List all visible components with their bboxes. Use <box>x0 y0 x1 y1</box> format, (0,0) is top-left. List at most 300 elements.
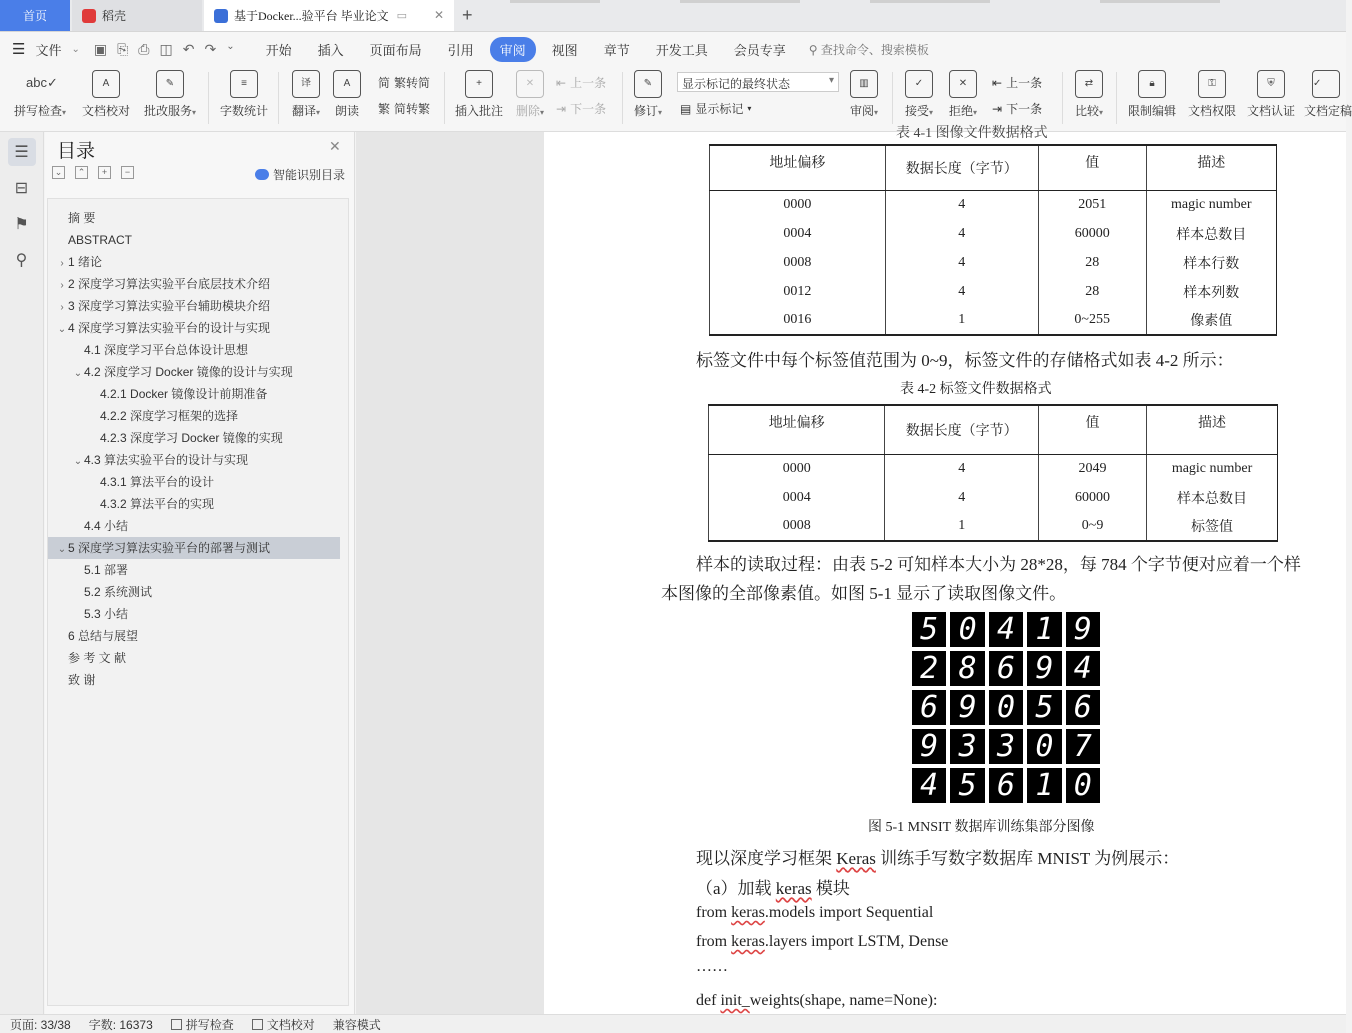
table-row <box>710 190 1277 219</box>
toc-item[interactable] <box>48 581 340 603</box>
code2-pre: from <box>696 933 732 950</box>
toc-item[interactable] <box>48 229 340 251</box>
mnist-digit: 4 <box>912 768 946 803</box>
doc-finalize-button[interactable] <box>1304 70 1352 119</box>
command-search-text: 查找命令、搜索模板 <box>820 42 929 57</box>
table-cell: 标签值 <box>1147 512 1278 541</box>
ribbon-separator <box>892 72 893 124</box>
table-row <box>710 306 1277 335</box>
toc-item-label: 4.2.3 深度学习 Docker 镜像的实现 <box>100 431 283 445</box>
reject-icon: ✕ <box>949 70 977 98</box>
toc-item[interactable] <box>48 295 340 317</box>
table-row <box>710 248 1277 277</box>
mnist-digit: 1 <box>1027 768 1061 803</box>
table-header-cell: 地址偏移 <box>710 145 886 190</box>
prev-change-label: 上一条 <box>1006 76 1043 90</box>
compare-button[interactable]: ⇄ 比较▾ <box>1070 70 1108 119</box>
ribbon-tab[interactable]: 会员专享 <box>733 42 786 58</box>
toc-item[interactable] <box>48 405 340 427</box>
file-menu[interactable]: 文件 <box>35 42 62 58</box>
toc-title: 目录 <box>57 141 96 162</box>
more-icon[interactable]: ⌄ <box>226 40 235 52</box>
menu-bar <box>0 32 1346 66</box>
delete-comment-icon: ✕ <box>516 70 544 98</box>
ribbon-separator <box>278 72 279 124</box>
ribbon-separator <box>444 72 445 124</box>
code2-post: .layers import LSTM, Dense <box>764 933 949 950</box>
table-header-row <box>709 405 1278 454</box>
mnist-digit: 6 <box>912 690 946 725</box>
figure-caption: 图 5-1 MNSIT 数据库训练集部分图像 <box>868 820 1095 835</box>
bookmark-icon[interactable]: ⚑ <box>14 216 29 233</box>
word-count-label: 字数统计 <box>219 104 268 118</box>
daoke-icon <box>82 9 96 23</box>
status-doc-check[interactable] <box>252 1016 315 1033</box>
table-row <box>710 219 1277 248</box>
table-cell: 4 <box>885 483 1039 512</box>
load-keras-pre: （a）加载 <box>696 879 776 898</box>
accept-icon: ✓ <box>905 70 933 98</box>
restrict-edit-label: 限制编辑 <box>1127 104 1176 118</box>
table-cell: 像素值 <box>1146 306 1276 335</box>
table-cell: 60000 <box>1039 483 1147 512</box>
mnist-digit: 4 <box>1066 651 1100 686</box>
simp-trad-icon: 繁 <box>378 102 391 116</box>
delete-comment-button[interactable]: ✕ 删除▾ <box>510 70 550 119</box>
trad-simp-icon: 简 <box>378 76 391 90</box>
toc-item-label: 4.2 深度学习 Docker 镜像的设计与实现 <box>84 365 293 379</box>
code-line-2 <box>696 933 948 951</box>
toc-item[interactable] <box>48 493 340 515</box>
table-cell: 0004 <box>709 483 885 512</box>
word-count-button[interactable] <box>218 70 270 119</box>
load-keras-post: 模块 <box>811 879 850 898</box>
label-format-table <box>708 404 1278 542</box>
toc-item[interactable] <box>48 603 340 625</box>
table-cell: 0000 <box>710 190 886 219</box>
simp-to-trad-button[interactable] <box>378 100 430 117</box>
table-cell: 28 <box>1038 248 1146 277</box>
table-row <box>710 277 1277 306</box>
table-cell: 样本行数 <box>1146 248 1276 277</box>
tab-divider <box>680 0 800 3</box>
command-search[interactable] <box>809 41 929 58</box>
toc-item-label: 致 谢 <box>68 673 96 687</box>
status-spell-label: 拼写检查 <box>185 1017 234 1032</box>
close-tab-icon[interactable]: ✕ <box>433 8 444 22</box>
toc-item-label: 4.2.2 深度学习框架的选择 <box>100 409 239 423</box>
search-icon[interactable]: ⚲ <box>15 252 28 269</box>
ribbon-tab[interactable]: 审阅 <box>490 37 536 62</box>
mnist-digit: 7 <box>1066 729 1100 764</box>
table-row <box>709 454 1278 483</box>
code1-pre: from <box>696 904 732 921</box>
toc-item[interactable] <box>48 317 340 339</box>
word-count-icon: ≡ <box>230 70 258 98</box>
review-ribbon <box>0 66 1352 132</box>
toc-item-label: 4.2.1 Docker 镜像设计前期准备 <box>100 387 268 401</box>
tab-divider <box>510 0 600 3</box>
chevron-icon[interactable]: › <box>60 302 64 313</box>
chevron-icon[interactable]: › <box>60 258 64 269</box>
batch-service-label: 批改服务 <box>143 104 192 118</box>
doc-check-label: 文档校对 <box>81 104 130 118</box>
accept-label: 接受 <box>904 104 929 118</box>
toc-item[interactable] <box>48 647 340 669</box>
table-header-row <box>710 145 1277 190</box>
code-line-3 <box>696 992 937 1010</box>
batch-service-button[interactable]: ✎ 批改服务▾ <box>140 70 200 119</box>
spell-check-label: 拼写检查 <box>13 104 62 118</box>
chevron-icon[interactable]: ⌄ <box>73 456 83 467</box>
ribbon-separator <box>208 72 209 124</box>
chevron-down-icon[interactable]: ⌄ <box>71 43 80 55</box>
toc-item[interactable] <box>48 669 340 691</box>
mnist-digit: 2 <box>912 651 946 686</box>
toc-item[interactable] <box>48 625 340 647</box>
trad-to-simp-label: 繁转简 <box>394 76 431 90</box>
table-cell: 4 <box>885 248 1038 277</box>
review-pane-label: 审阅 <box>849 104 874 118</box>
screen-icon[interactable]: ▭ <box>396 10 408 22</box>
toc-item-label: 2 深度学习算法实验平台底层技术介绍 <box>68 277 271 291</box>
toc-toolbar <box>52 166 134 179</box>
read-aloud-icon: A <box>333 70 361 98</box>
next-comment-button[interactable] <box>556 100 606 117</box>
insert-comment-button[interactable] <box>452 70 506 119</box>
toc-item[interactable] <box>48 251 340 273</box>
table-cell: 4 <box>885 454 1039 483</box>
trad-to-simp-button[interactable] <box>378 74 430 91</box>
doc-check-icon <box>252 1019 263 1030</box>
mnist-digit: 0 <box>1027 729 1061 764</box>
word-count[interactable]: 字数: 16373 <box>88 1017 153 1032</box>
table-cell: 0012 <box>710 277 886 306</box>
toc-item-label: 1 绪论 <box>68 255 103 269</box>
table-cell: 4 <box>885 277 1038 306</box>
keras-word: keras <box>731 904 765 921</box>
revise-button[interactable]: ✎ 修订▾ <box>630 70 666 119</box>
tab-document[interactable] <box>204 0 454 31</box>
doc-permission-label: 文档权限 <box>1187 104 1236 118</box>
mnist-digit: 6 <box>989 768 1023 803</box>
mnist-digit: 3 <box>989 729 1023 764</box>
table-cell: magic number <box>1146 190 1276 219</box>
toc-item[interactable] <box>48 273 340 295</box>
code-line-1 <box>696 904 933 922</box>
insert-comment-icon: + <box>465 70 493 98</box>
table-cell: 0000 <box>709 454 885 483</box>
toc-panel <box>45 132 355 1014</box>
reject-button[interactable]: ✕ 拒绝▾ <box>944 70 982 119</box>
table-cell: 样本总数目 <box>1147 483 1278 512</box>
table-header-cell: 描述 <box>1146 145 1276 190</box>
keras-intro-post: 训练手写数字数据库 MNIST 为例展示： <box>875 849 1180 868</box>
table-cell: 0008 <box>710 248 886 277</box>
revise-label: 修订 <box>633 104 658 118</box>
add-heading-icon[interactable]: + <box>98 166 111 179</box>
prev-comment-label: 上一条 <box>570 76 607 90</box>
table-row <box>709 512 1278 541</box>
prev-change-icon: ⇤ <box>992 75 1003 90</box>
status-spell-check[interactable] <box>171 1016 234 1033</box>
redo-icon[interactable]: ↷ <box>204 40 217 57</box>
mnist-digit: 6 <box>1066 690 1100 725</box>
spell-check-icon: abc✓ <box>26 75 58 90</box>
mnist-figure <box>912 612 1100 803</box>
tab-divider <box>870 0 990 3</box>
show-markup-label: 显示标记 <box>695 102 744 116</box>
toc-item-label: 4.3 算法实验平台的设计与实现 <box>84 453 249 467</box>
toc-item[interactable] <box>48 471 340 493</box>
mnist-digit: 9 <box>1027 651 1061 686</box>
delete-comment-label: 删除 <box>515 104 540 118</box>
code1-post: .models import Sequential <box>764 904 934 921</box>
compat-mode: 兼容模式 <box>332 1017 381 1032</box>
ribbon-separator <box>1062 72 1063 124</box>
document-page <box>544 126 1346 1014</box>
chevron-icon[interactable]: ⌄ <box>73 368 83 379</box>
show-markup-button[interactable]: ▤ 显示标记 ▾ <box>680 101 752 116</box>
keras-intro-pre: 现以深度学习框架 <box>696 849 837 868</box>
markup-state-select[interactable]: 显示标记的最终状态 ▾ <box>677 72 839 92</box>
table-cell: 0~255 <box>1038 306 1146 335</box>
table-header-cell: 描述 <box>1147 405 1278 454</box>
table-cell: 4 <box>885 190 1038 219</box>
spell-check-icon <box>171 1019 182 1030</box>
doc-permission-button[interactable] <box>1184 70 1240 119</box>
mnist-digit: 5 <box>912 612 946 647</box>
doc-finalize-label: 文档定稿 <box>1304 104 1352 118</box>
toc-item-label: 3 深度学习算法实验平台辅助模块介绍 <box>68 299 271 313</box>
code3-post: weights(shape, name=None): <box>749 992 938 1009</box>
remove-heading-icon[interactable]: − <box>121 166 134 179</box>
keras-word: Keras <box>836 849 876 868</box>
chevron-icon[interactable]: ⌄ <box>57 324 67 335</box>
close-icon[interactable]: ✕ <box>329 138 341 154</box>
next-change-button[interactable] <box>992 100 1042 117</box>
toc-item-label: 6 总结与展望 <box>68 629 139 643</box>
doc-auth-label: 文档认证 <box>1246 104 1295 118</box>
table-cell: 0004 <box>710 219 886 248</box>
export-icon[interactable]: ⎘ <box>117 40 129 57</box>
ribbon-tabs <box>253 37 799 62</box>
search-icon: ⚲ <box>808 42 818 57</box>
ribbon-tab[interactable]: 视图 <box>551 42 578 58</box>
toc-list <box>47 198 349 1006</box>
toc-item[interactable] <box>48 427 340 449</box>
tab-daoke-label: 稻壳 <box>102 9 127 23</box>
table1-caption: 表 4-1 图像文件数据格式 <box>896 126 1048 141</box>
chevron-icon[interactable]: › <box>60 280 64 291</box>
table-header-cell: 数据长度（字节） <box>885 405 1039 454</box>
toc-item-label: 4.3.1 算法平台的设计 <box>100 475 215 489</box>
finalize-icon: ✓ <box>1312 70 1340 98</box>
smart-toc-button[interactable] <box>255 166 345 183</box>
toc-item-label: 5 深度学习算法实验平台的部署与测试 <box>68 541 271 555</box>
init-word: init_ <box>720 992 750 1009</box>
collapse-all-icon[interactable]: ⌃ <box>75 166 88 179</box>
permission-icon: ⚿ <box>1198 70 1226 98</box>
word-doc-icon <box>214 9 228 23</box>
prev-comment-button[interactable] <box>556 74 606 91</box>
ribbon-separator <box>622 72 623 124</box>
hamburger-icon[interactable]: ☰ <box>12 41 26 58</box>
read-aloud-button[interactable] <box>330 70 364 119</box>
insert-comment-label: 插入批注 <box>454 104 503 118</box>
image-format-table <box>709 144 1277 336</box>
page-indicator[interactable]: 页面: 33/38 <box>10 1017 71 1032</box>
table-cell: 0008 <box>709 512 885 541</box>
ribbon-tab[interactable]: 插入 <box>317 42 344 58</box>
translate-label: 翻译 <box>291 104 316 118</box>
mnist-digit: 5 <box>950 768 984 803</box>
toc-item[interactable] <box>48 207 340 229</box>
mnist-digit: 3 <box>950 729 984 764</box>
reject-label: 拒绝 <box>948 104 973 118</box>
toc-item[interactable] <box>48 361 340 383</box>
side-icon-strip <box>0 132 44 1014</box>
next-comment-icon: ⇥ <box>556 101 567 116</box>
toc-item[interactable] <box>48 449 340 471</box>
batch-service-icon: ✎ <box>156 70 184 98</box>
toc-item-label: 5.2 系统测试 <box>84 585 153 599</box>
mnist-digit: 6 <box>989 651 1023 686</box>
restrict-edit-button[interactable] <box>1124 70 1180 119</box>
toc-item[interactable] <box>48 537 340 559</box>
ribbon-tab[interactable]: 章节 <box>603 42 630 58</box>
ribbon-tab[interactable]: 开始 <box>265 42 292 58</box>
toc-item-label: 4.3.2 算法平台的实现 <box>100 497 215 511</box>
paragraph-label-range: 标签文件中每个标签值范围为 0~9，标签文件的存储格式如表 4-2 所示： <box>696 351 1234 370</box>
table-header-cell: 值 <box>1038 145 1146 190</box>
next-comment-label: 下一条 <box>570 102 607 116</box>
next-change-icon: ⇥ <box>992 101 1003 116</box>
compare-label: 比较 <box>1074 104 1099 118</box>
paragraph-sample-read: 样本的读取过程：由表 5-2 可知样本大小为 28*28，每 784 个字节便对应着一个样 <box>696 555 1301 574</box>
mnist-digit: 5 <box>1027 690 1061 725</box>
toc-item-label: 5.1 部署 <box>84 563 129 577</box>
mnist-digit: 0 <box>1066 768 1100 803</box>
paragraph-sample-read-cont: 本图像的全部像素值。如图 5-1 显示了读取图像文件。 <box>661 584 1067 603</box>
mnist-digit: 1 <box>1027 612 1061 647</box>
toc-item-label: 摘 要 <box>68 211 96 225</box>
tab-home-label: 首页 <box>22 9 47 23</box>
prev-change-button[interactable] <box>992 74 1042 91</box>
toc-item-label: 5.3 小结 <box>84 607 129 621</box>
compare-icon: ⇄ <box>1075 70 1103 98</box>
tab-bar <box>0 0 1346 32</box>
accept-button[interactable]: ✓ 接受▾ <box>900 70 938 119</box>
ai-icon <box>255 169 269 180</box>
table-header-cell: 数据长度（字节） <box>885 145 1038 190</box>
table-cell: 1 <box>885 306 1038 335</box>
table-row <box>709 483 1278 512</box>
table-cell: 样本列数 <box>1146 277 1276 306</box>
tab-divider <box>1100 0 1220 3</box>
table-cell: 28 <box>1038 277 1146 306</box>
toc-item[interactable] <box>48 383 340 405</box>
table-cell: 2051 <box>1038 190 1146 219</box>
toc-panel-icon[interactable]: ☰ <box>8 138 36 166</box>
spell-check-button[interactable]: abc✓ 拼写检查▾ <box>10 70 70 119</box>
translate-button[interactable]: 译 翻译▾ <box>286 70 326 119</box>
mnist-digit: 9 <box>1066 612 1100 647</box>
simp-to-trad-label: 简转繁 <box>394 102 431 116</box>
toc-item[interactable] <box>48 559 340 581</box>
toc-item-label: 参 考 文 献 <box>68 651 127 665</box>
doc-auth-button[interactable] <box>1243 70 1299 119</box>
table-cell: 4 <box>885 219 1038 248</box>
status-bar <box>0 1014 1346 1033</box>
expand-all-icon[interactable]: ⌄ <box>52 166 65 179</box>
smart-toc-label: 智能识别目录 <box>273 168 346 182</box>
review-pane-icon: ▥ <box>850 70 878 98</box>
mnist-digit: 9 <box>950 690 984 725</box>
lock-icon: 🔒︎ <box>1138 70 1166 98</box>
mnist-digit: 4 <box>989 612 1023 647</box>
mnist-digit: 9 <box>912 729 946 764</box>
toc-item-label: ABSTRACT <box>68 233 133 247</box>
paragraph-keras-intro <box>696 844 1179 869</box>
revise-icon: ✎ <box>634 70 662 98</box>
review-pane-button[interactable]: ▥ 审阅▾ <box>846 70 882 119</box>
toc-item-label: 4 深度学习算法实验平台的设计与实现 <box>68 321 271 335</box>
translate-icon: 译 <box>292 70 320 98</box>
ribbon-separator <box>1116 72 1117 124</box>
table-header-cell: 值 <box>1039 405 1147 454</box>
table-cell: 60000 <box>1038 219 1146 248</box>
mnist-digit: 8 <box>950 651 984 686</box>
ribbon-tab[interactable]: 页面布局 <box>369 42 422 58</box>
preview-icon[interactable]: ◫ <box>159 40 173 57</box>
table-header-cell: 地址偏移 <box>709 405 885 454</box>
tab-home[interactable] <box>0 0 70 31</box>
table2-caption: 表 4-2 标签文件数据格式 <box>900 382 1052 397</box>
undo-icon[interactable]: ↶ <box>182 40 195 57</box>
print-icon[interactable]: ⎙ <box>138 40 150 57</box>
toc-item-label: 4.1 深度学习平台总体设计思想 <box>84 343 249 357</box>
table-cell: 样本总数目 <box>1146 219 1276 248</box>
save-icon[interactable]: ▣ <box>93 40 108 57</box>
code3-pre: def <box>696 992 721 1009</box>
table-cell: 0~9 <box>1039 512 1147 541</box>
tab-daoke[interactable] <box>72 0 202 31</box>
doc-check-button[interactable] <box>80 70 132 119</box>
chevron-icon[interactable]: ⌄ <box>57 544 67 555</box>
table-cell: 1 <box>885 512 1039 541</box>
chapter-nav-icon[interactable]: ⊟ <box>14 180 29 197</box>
status-doc-check-label: 文档校对 <box>266 1017 315 1032</box>
show-markup-icon: ▤ <box>680 101 692 116</box>
toc-item-label: 4.4 小结 <box>84 519 129 533</box>
read-aloud-label: 朗读 <box>334 104 359 118</box>
ribbon-tab[interactable]: 开发工具 <box>655 42 708 58</box>
shield-icon: ⛨ <box>1257 70 1285 98</box>
prev-comment-icon: ⇤ <box>556 75 567 90</box>
toc-item[interactable] <box>48 515 340 537</box>
document-area <box>356 126 1346 1014</box>
table-cell: magic number <box>1147 454 1278 483</box>
table-cell: 0016 <box>710 306 886 335</box>
table-cell: 2049 <box>1039 454 1147 483</box>
tab-document-label: 基于Docker...验平台 毕业论文 <box>234 9 389 23</box>
toc-item[interactable] <box>48 339 340 361</box>
paragraph-load-keras <box>696 874 850 899</box>
code-ellipsis: …… <box>696 958 728 975</box>
ribbon-tab[interactable]: 引用 <box>447 42 474 58</box>
new-tab-button[interactable]: + <box>462 5 473 25</box>
